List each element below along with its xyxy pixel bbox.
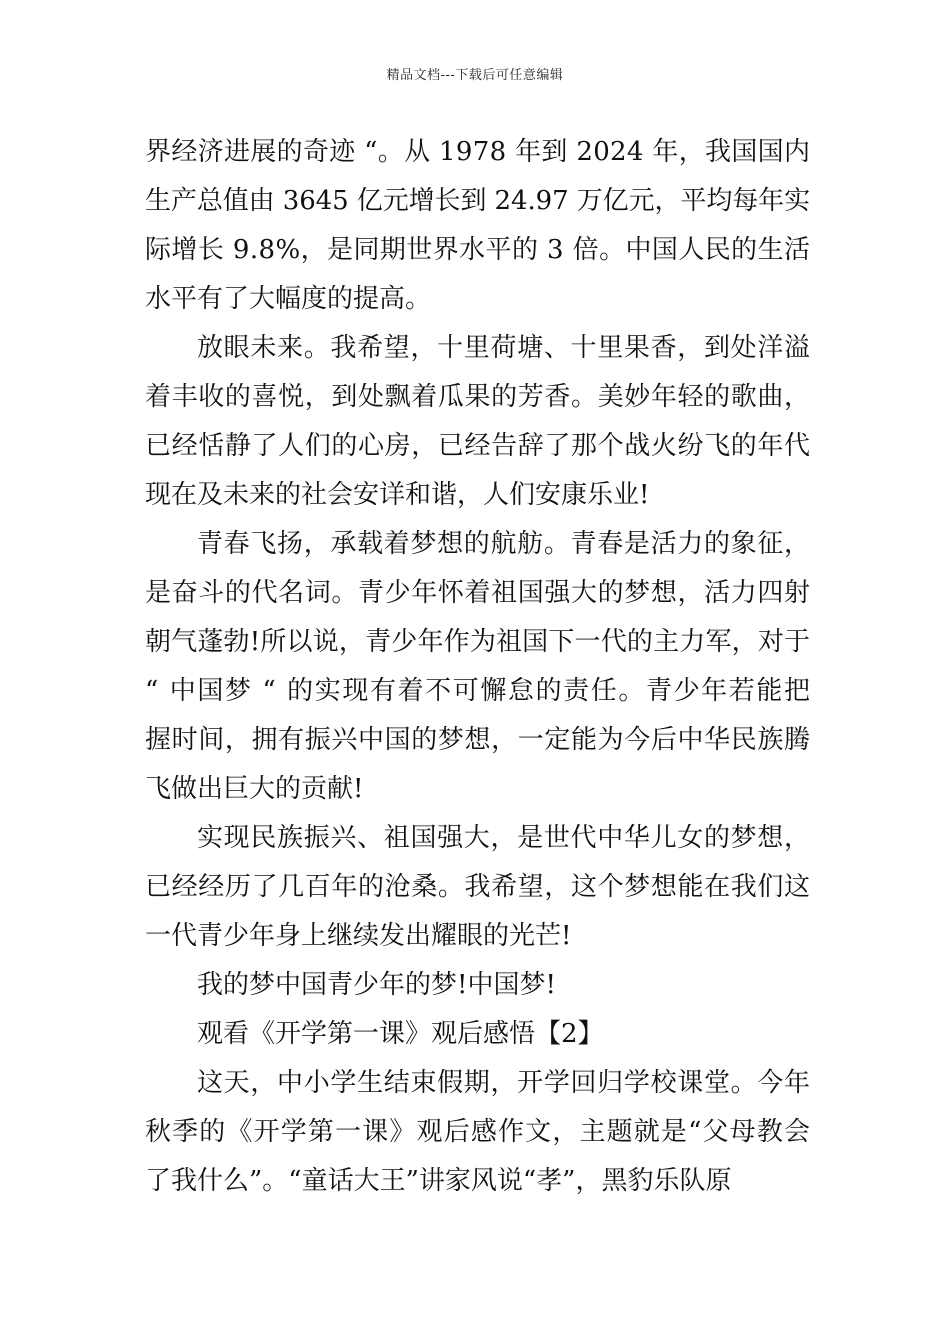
text-line: 现在及未来的社会安详和谐，人们安康乐业! [145,480,650,510]
text-line: 观看《开学第一课》观后感悟【2】 [197,1019,604,1049]
text-line: “ 中国梦 “ 的实现有着不可懈怠的责任。青少年若能把 [145,676,812,706]
text-line: 放眼未来。我希望，十里荷塘、十里果香，到处洋溢 [197,333,811,363]
text-line: 我的梦中国青少年的梦!中国梦! [197,970,556,1000]
text-line: 朝气蓬勃!所以说，青少年作为祖国下一代的主力军，对于 [145,627,811,657]
page-header: 精品文档---下载后可任意编辑 [386,68,564,83]
text-line: 是奋斗的代名词。青少年怀着祖国强大的梦想，活力四射 [145,578,811,608]
text-line: 水平有了大幅度的提高。 [145,284,432,314]
text-line: 生产总值由 3645 亿元增长到 24.97 万亿元，平均每年实 [145,186,810,216]
text-line: 秋季的《开学第一课》观后感作文，主题就是“父母教会 [145,1117,812,1147]
text-line: 际增长 9.8%，是同期世界水平的 3 倍。中国人民的生活 [145,235,811,265]
text-line: 飞做出巨大的贡献! [145,774,364,804]
text-line: 握时间，拥有振兴中国的梦想，一定能为今后中华民族腾 [145,725,811,755]
text-line: 青春飞扬，承载着梦想的航舫。青春是活力的象征， [197,529,811,559]
text-line: 了我什么”。“童话大王”讲家风说“孝”，黑豹乐队原 [145,1166,732,1196]
text-line: 着丰收的喜悦，到处飘着瓜果的芳香。美妙年轻的歌曲， [145,382,811,412]
text-line: 实现民族振兴、祖国强大，是世代中华儿女的梦想， [197,823,811,853]
text-line: 这天，中小学生结束假期，开学回归学校课堂。今年 [197,1068,811,1098]
text-line: 界经济进展的奇迹 “。从 1978 年到 2024 年，我国国内 [145,137,811,167]
text-line: 一代青少年身上继续发出耀眼的光芒! [145,921,572,951]
document-body [145,128,810,1206]
text-line: 已经经历了几百年的沧桑。我希望，这个梦想能在我们这 [145,872,811,902]
text-line: 已经恬静了人们的心房，已经告辞了那个战火纷飞的年代 [145,431,811,461]
